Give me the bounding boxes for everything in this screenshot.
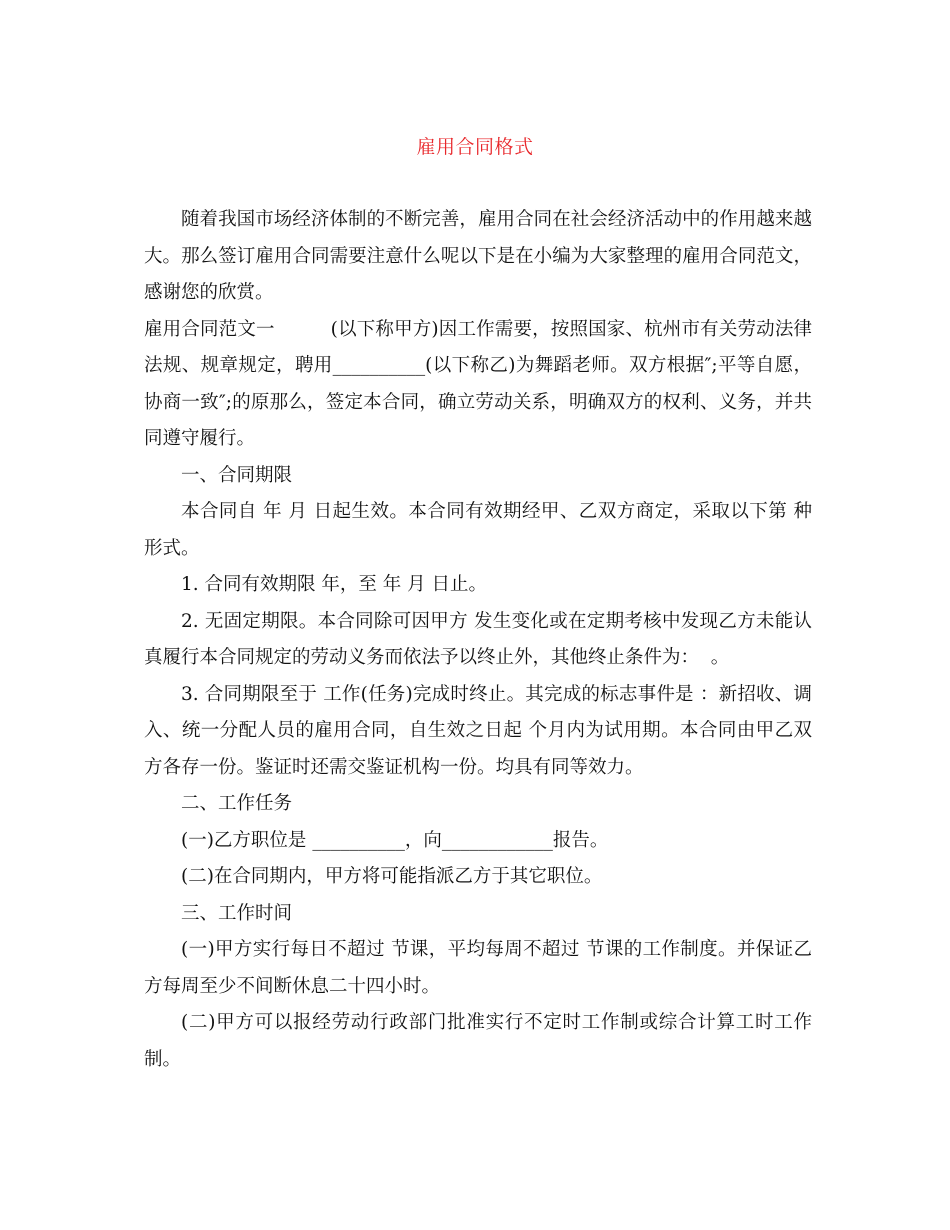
section-heading-tasks: 二、工作任务 bbox=[181, 793, 293, 814]
paragraph-intro: 随着我国市场经济体制的不断完善，雇用合同在社会经济活动中的作用越来越大。那么签订雇用合同需要注意什么呢以下是在小编为大家整理的雇用合同范文，感谢您的欣赏。 bbox=[144, 209, 812, 303]
clause-term-2: 2. 无固定期限。本合同除可因甲方 发生变化或在定期考核中发现乙方未能认真履行本合同规定的劳动义务而依法予以终止外，其他终止条件为： 。 bbox=[144, 610, 812, 668]
clause-term-3: 3. 合同期限至于 工作(任务)完成时终止。其完成的标志事件是 ：新招收、调入、统一分配人员的雇用合同，自生效之日起 个月内为试用期。本合同由甲乙双方各存一份。鉴证时还需交鉴证机构一份。均具有同等效力。 bbox=[144, 683, 812, 778]
clause-hours-2: (二)甲方可以报经劳动行政部门批准实行不定时工作制或综合计算工时工作制。 bbox=[144, 1012, 812, 1070]
clause-hours-1: (一)甲方实行每日不超过 节课，平均每周不超过 节课的工作制度。并保证乙方每周至少不间断休息二十四小时。 bbox=[144, 939, 812, 997]
clause-tasks-1: (一)乙方职位是 __________，向____________报告。 bbox=[181, 829, 609, 851]
paragraph-contract-preamble: 雇用合同范文一 (以下称甲方)因工作需要，按照国家、杭州市有关劳动法律法规、规章规定，聘用__________(以下称乙)为舞蹈老师。双方根据″;平等自愿，协商一致″;的原那么，签定本合同，确立劳动关系，明确双方的权利、义务，并共同遵守履行。 bbox=[144, 318, 812, 449]
clause-tasks-2: (二)在合同期内，甲方将可能指派乙方于其它职位。 bbox=[181, 866, 603, 887]
document-title: 雇用合同格式 bbox=[416, 136, 534, 158]
section-heading-hours: 三、工作时间 bbox=[181, 902, 293, 924]
paragraph-term-effective: 本合同自 年 月 日起生效。本合同有效期经甲、乙双方商定，采取以下第 种形式。 bbox=[144, 501, 812, 559]
clause-term-1: 1. 合同有效期限 年，至 年 月 日止。 bbox=[181, 574, 488, 595]
document-body bbox=[144, 202, 812, 1078]
section-heading-term: 一、合同期限 bbox=[181, 464, 293, 486]
